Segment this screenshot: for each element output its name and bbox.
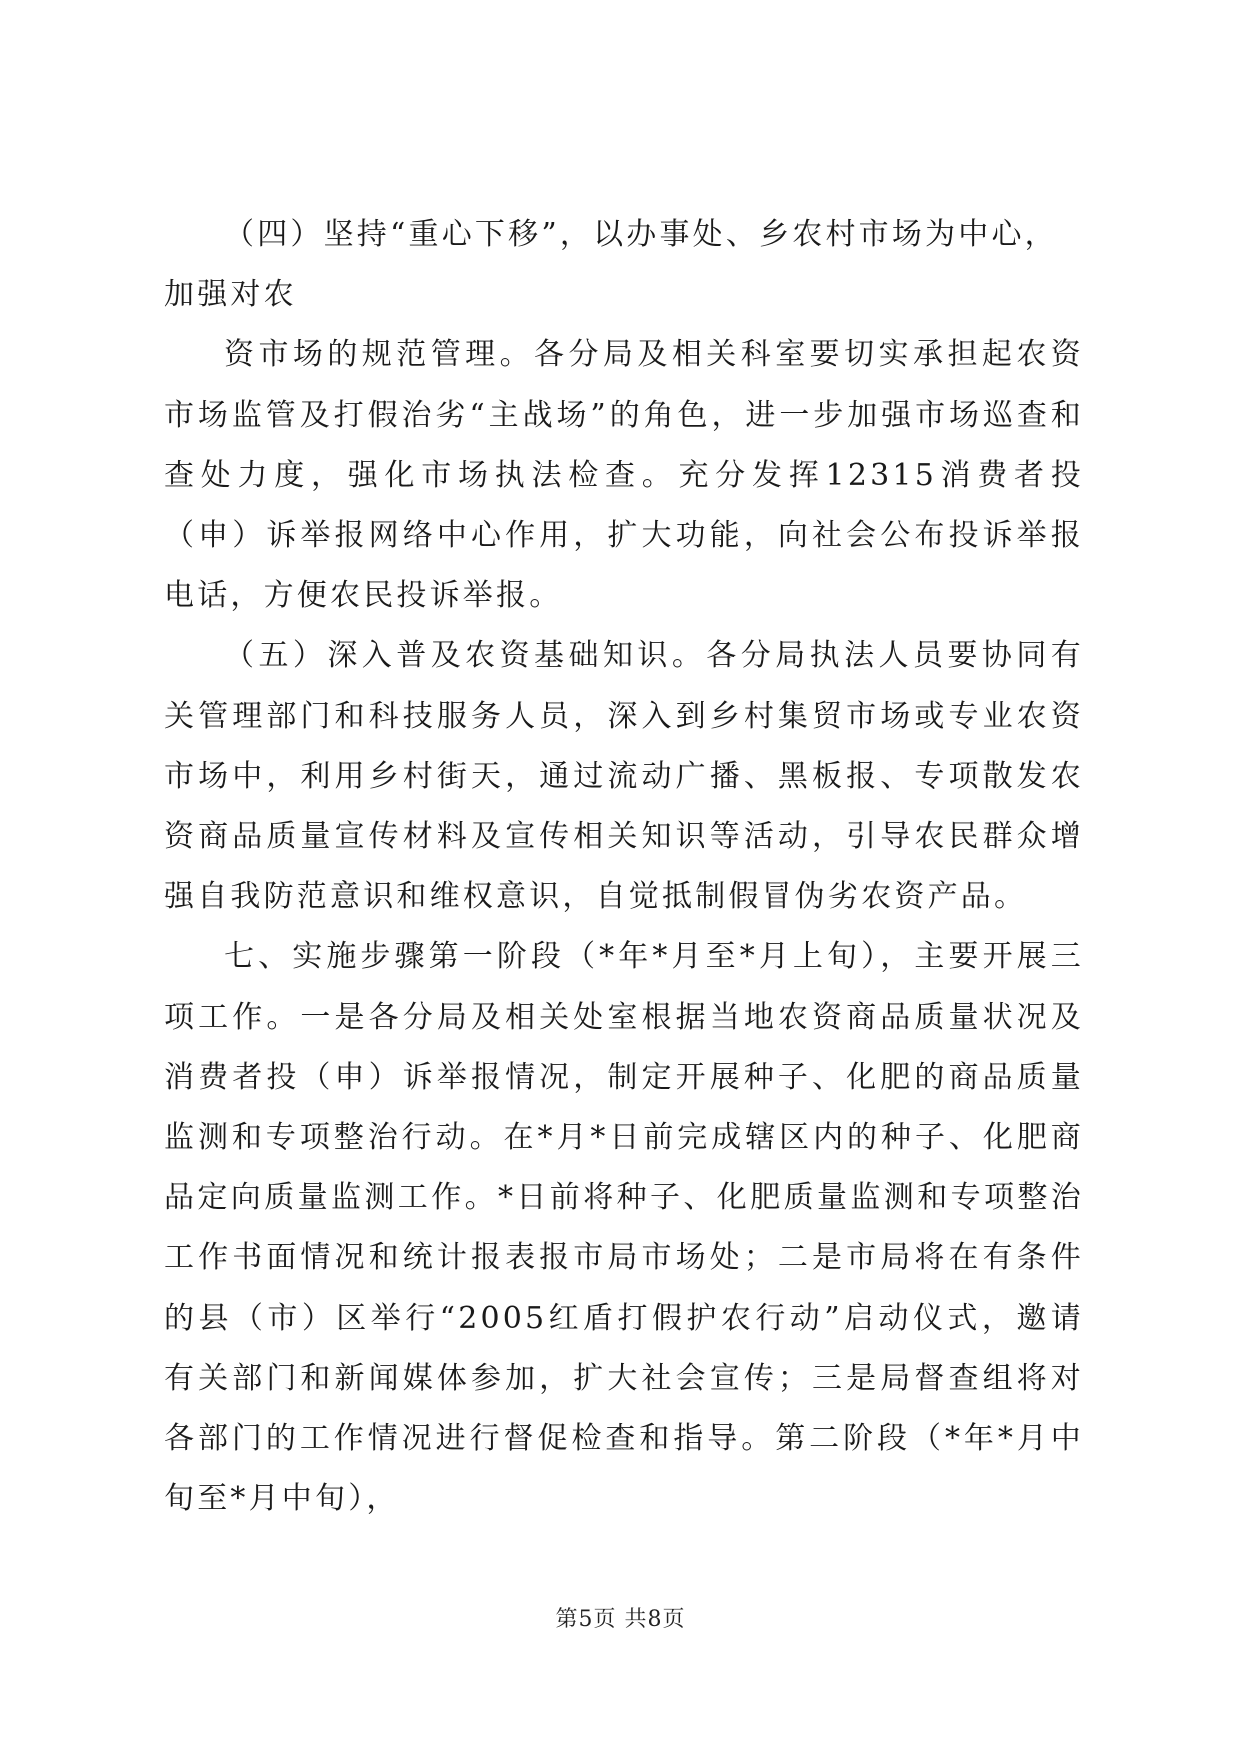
paragraph-section-5: （五）深入普及农资基础知识。各分局执法人员要协同有关管理部门和科技服务人员，深入到乡村集贸市场或专业农资市场中，利用乡村街天，通过流动广播、黑板报、专项散发农资商品质量宣传材料及宣传相关知识等活动，引导农民群众增强自我防范意识和维权意识，自觉抵制假冒伪劣农资产品。 [164, 638, 1084, 915]
paragraph-section-4-body: 资市场的规范管理。各分局及相关科室要切实承担起农资市场监管及打假治劣“主战场”的角色，进一步加强市场巡查和查处力度，强化市场执法检查。充分发挥12315消费者投（申）诉举报网络中心作用，扩大功能，向社会公布投诉举报电话，方便农民投诉举报。 [164, 337, 1084, 614]
paragraph-section-4-continuation: 加强对农 [164, 277, 297, 313]
paragraph-section-7-steps: 七、实施步骤第一阶段（*年*月至*月上旬），主要开展三项工作。一是各分局及相关处室根据当地农资商品质量状况及消费者投（申）诉举报情况，制定开展种子、化肥的商品质量监测和专项整治行动。在*月*日前完成辖区内的种子、化肥商品定向质量监测工作。*日前将种子、化肥质量监测和专项整治工作书面情况和统计报表报市局市场处；二是市局将在有条件的县（市）区举行“2005红盾打假护农行动”启动仪式，邀请有关部门和新闻媒体参加，扩大社会宣传；三是局督查组将对各部门的工作情况进行督促检查和指导。第二阶段（*年*月中旬至*月中旬）， [164, 939, 1084, 1517]
paragraph-section-4-heading: （四）坚持“重心下移”，以办事处、乡农村市场为中心， [224, 217, 1058, 252]
document-body [164, 205, 1084, 1529]
page-number-footer: 第5页 共8页 [555, 1607, 686, 1632]
